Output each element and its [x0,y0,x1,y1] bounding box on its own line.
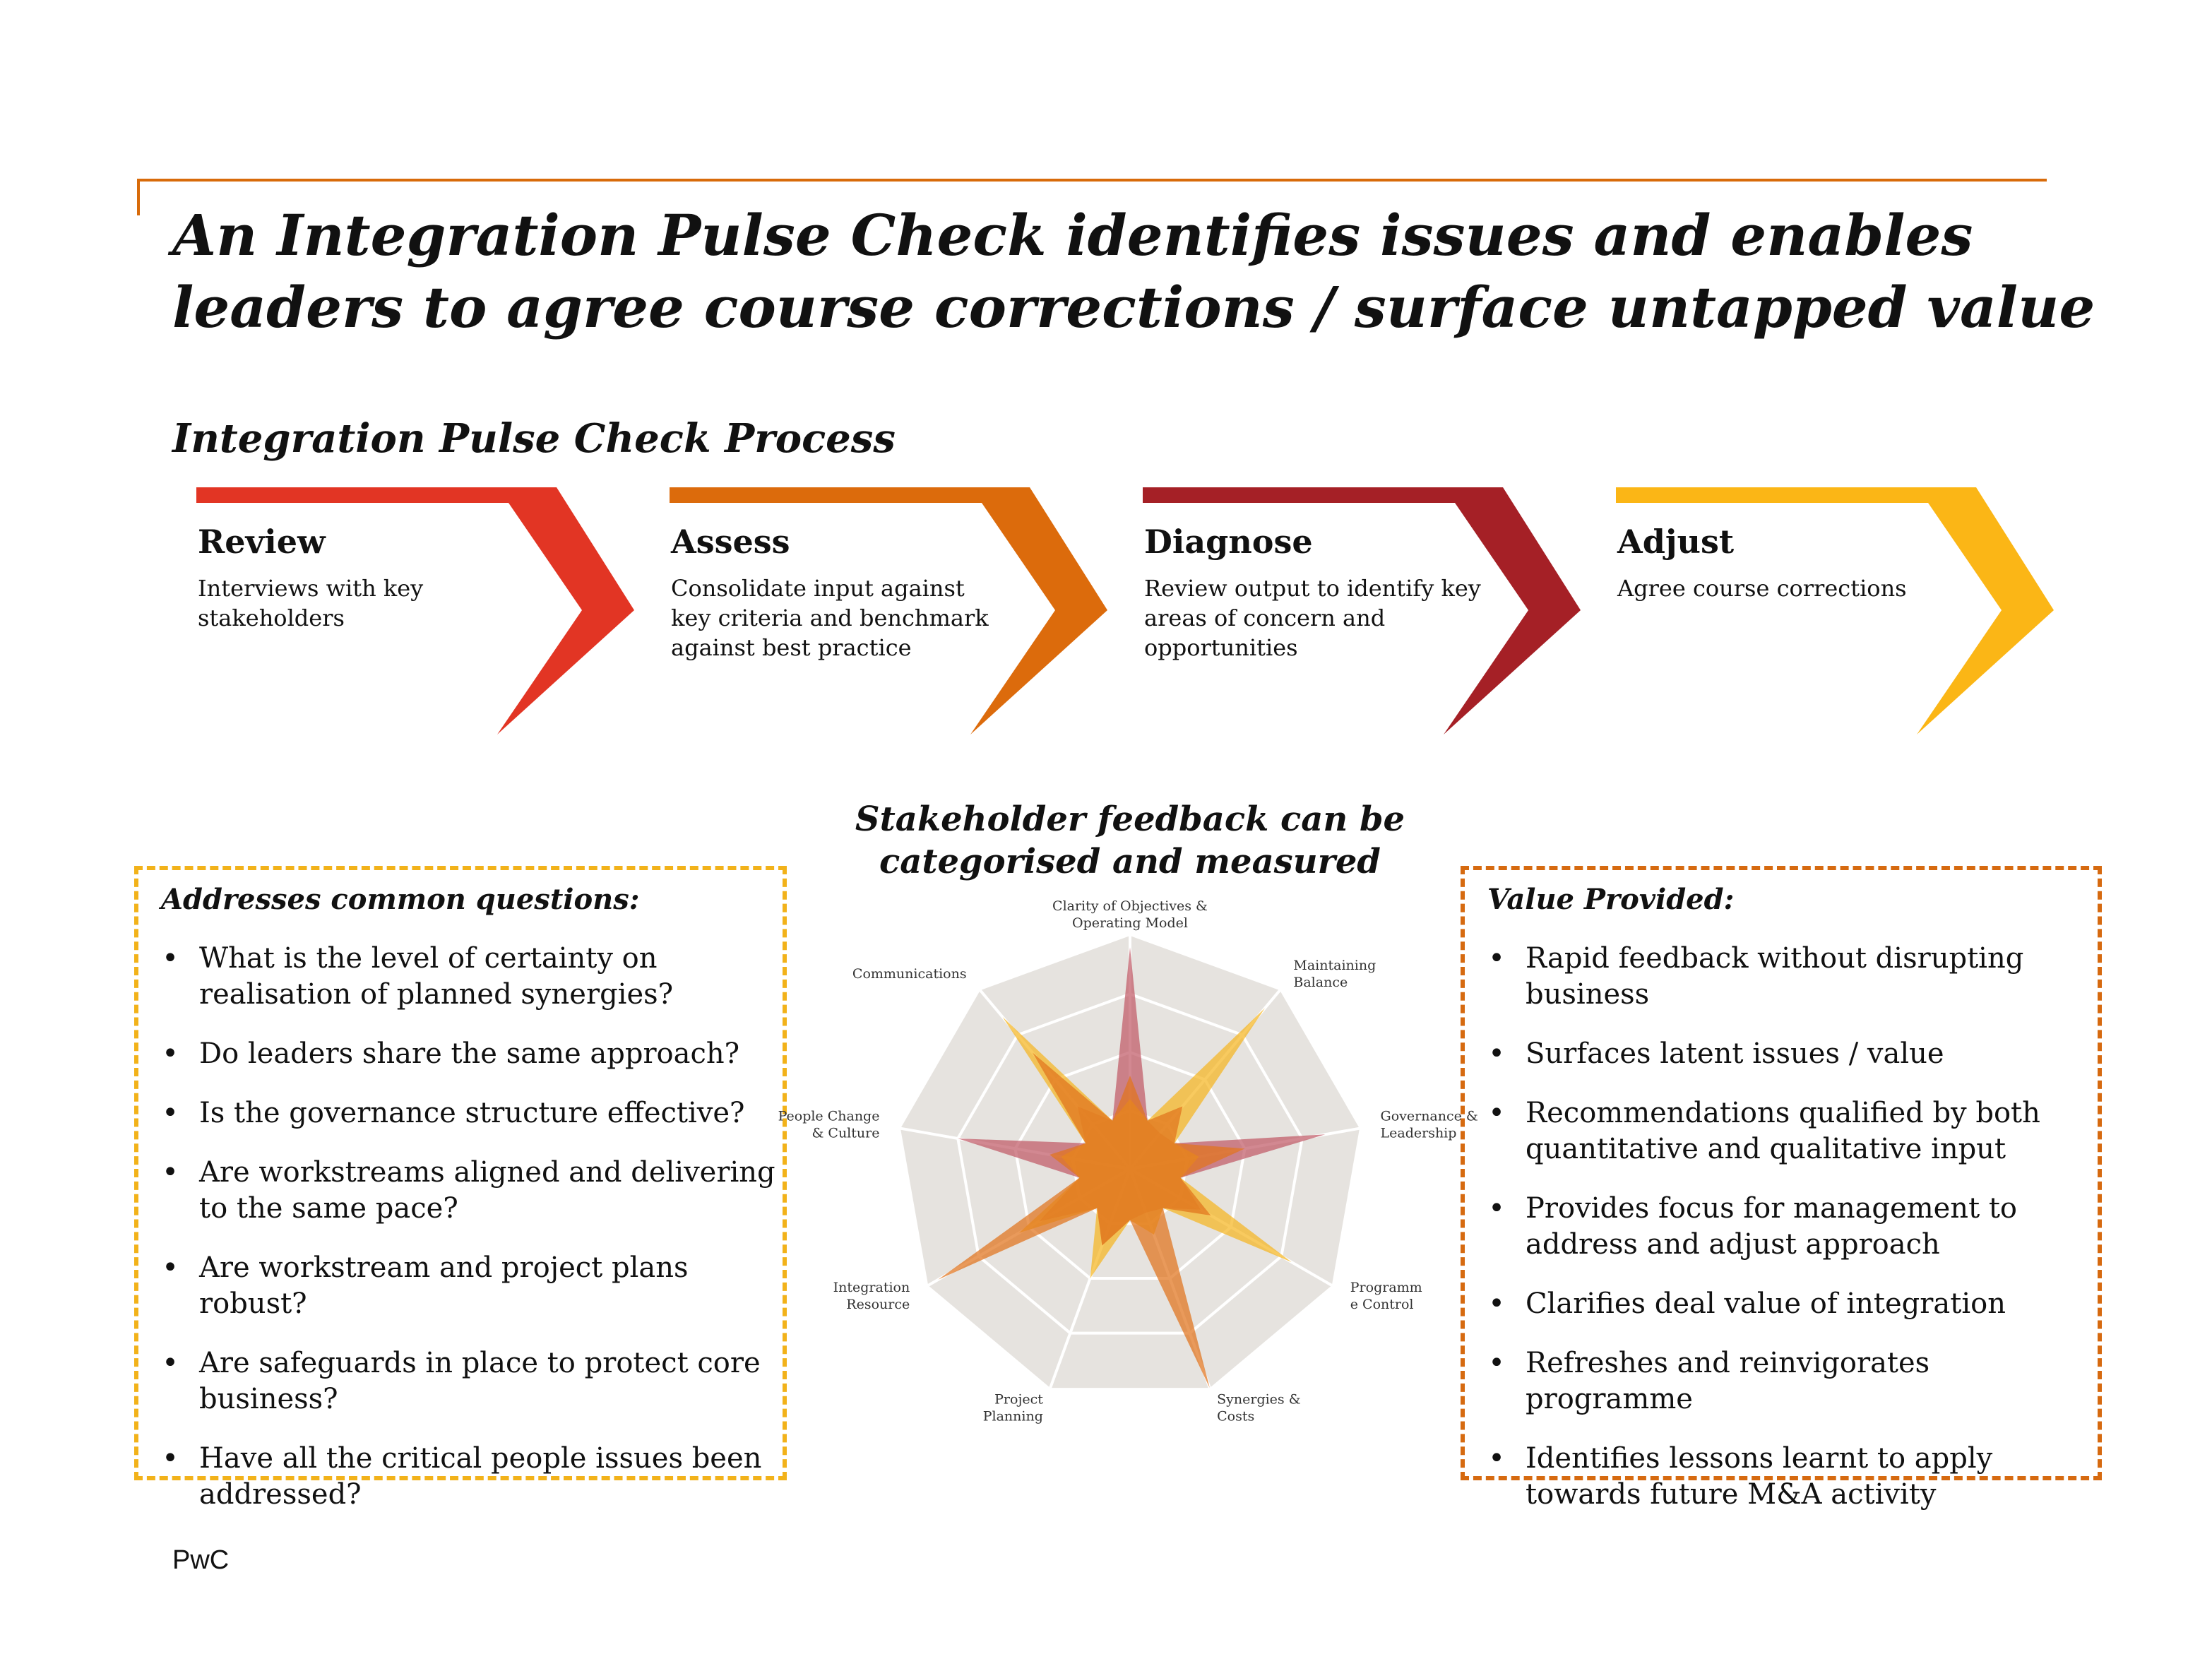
title-line-1: An Integration Pulse Check identifies issues and enables [172,202,1973,268]
question-text: Is the governance structure effective? [199,1097,745,1129]
title-rule-tick [137,179,140,215]
page-title [172,199,2095,343]
value-box [1461,866,2102,1511]
list-item [160,941,775,1013]
bullet-icon: • [162,1097,179,1129]
bullet-icon: • [1488,1037,1505,1070]
bullet-icon: • [1488,1097,1505,1129]
bullet-icon: • [162,1347,179,1379]
question-text: Are safeguards in place to protect core business? [199,1347,761,1415]
radar-axis-label-line: Resource [846,1297,910,1312]
radar-axis-label [1350,1280,1422,1312]
step-desc-review: Interviews with key stakeholders [198,575,424,631]
question-text: Do leaders share the same approach? [199,1037,740,1070]
list-item [160,1345,775,1417]
bullet-icon: • [1488,1288,1505,1320]
bullet-icon: • [1488,942,1505,975]
list-item [160,1250,775,1322]
radar-axis-label-line: Communications [852,966,967,982]
value-text: Clarifies deal value of integration [1526,1288,2006,1320]
radar-axis-label [983,1391,1044,1424]
radar-axis-label-line: Governance & [1380,1108,1478,1124]
process-step-diagnose [1143,487,1581,735]
questions-heading: Addresses common questions: [161,883,640,916]
list-item [1486,1286,2091,1322]
value-text: Recommendations qualified by both quantitative and qualitative input [1526,1097,2040,1165]
list-item [160,1095,775,1131]
radar-axis-label [833,1280,910,1312]
radar-axis-label-line: Clarity of Objectives & [1052,898,1208,914]
question-text: Are workstreams aligned and delivering to the same pace? [199,1156,775,1225]
radar-axis-label-line: Costs [1217,1408,1255,1425]
radar-axis-label-line: People Change [778,1108,880,1124]
bullet-icon: • [162,942,179,975]
process-step-assess [670,487,1107,735]
title-line-2: leaders to agree course corrections / surface untapped value [172,274,2095,340]
bullet-icon: • [162,1037,179,1070]
step-title-adjust: Adjust [1617,523,1735,561]
question-text: Are workstream and project plans robust? [199,1251,689,1320]
step-title-diagnose: Diagnose [1144,523,1313,561]
list-item [1486,1036,2091,1072]
questions-box [134,866,787,1511]
list-item [1486,941,2091,1013]
bullet-icon: • [162,1251,179,1284]
value-text: Surfaces latent issues / value [1526,1037,1944,1070]
bullet-icon: • [1488,1347,1505,1379]
radar-axis-label [1052,898,1208,931]
value-text: Refreshes and reinvigorates programme [1526,1347,1930,1415]
bullet-icon: • [162,1442,179,1475]
value-heading: Value Provided: [1487,883,1735,916]
list-item [1486,1095,2091,1167]
value-list [1486,941,2091,1536]
radar-axis-label-line: Balance [1293,975,1348,991]
radar-axis-label-line: & Culture [811,1125,880,1141]
radar-axis-label-line: e Control [1350,1297,1414,1312]
process-heading: Integration Pulse Check Process [172,415,896,462]
radar-axis-label-line: Maintaining [1293,958,1376,974]
list-item [160,1441,775,1513]
radar-axis-label [778,1108,880,1141]
list-item [160,1036,775,1072]
process-step-review [196,487,634,735]
list-item [160,1155,775,1227]
step-desc-adjust: Agree course corrections [1617,575,1907,602]
radar-axis-label-line: Integration [833,1280,910,1295]
list-item [1486,1441,2091,1513]
step-desc-assess: Consolidate input against key criteria and benchmark against best practice [671,575,989,661]
feedback-caption: Stakeholder feedback can be categorised and measured [855,799,1405,881]
radar-axis-label [1293,958,1376,990]
value-text: Provides focus for management to address and adjust approach [1526,1192,2018,1261]
bullet-icon: • [162,1156,179,1189]
radar-axis-label-line: Synergies & [1217,1391,1301,1408]
stakeholder-radar-chart [777,898,1483,1448]
bullet-icon: • [1488,1442,1505,1475]
step-title-assess: Assess [671,523,790,561]
radar-axis-label [1381,1108,1478,1141]
title-rule [137,179,2047,182]
list-item [1486,1191,2091,1263]
radar-axis-label-line: Planning [982,1408,1043,1425]
radar-axis-label [852,966,967,982]
question-text: What is the level of certainty on realisation of planned synergies? [199,942,674,1011]
bullet-icon: • [1488,1192,1505,1225]
step-title-review: Review [198,523,326,561]
question-text: Have all the critical people issues been addressed? [199,1442,762,1511]
process-step-adjust [1616,487,2054,735]
value-text: Identifies lessons learnt to apply towards future M&A activity [1526,1442,1993,1511]
footer-brand: PwC [172,1545,230,1575]
radar-axis-label-line: Leadership [1380,1125,1457,1141]
radar-axis-label [1217,1391,1301,1424]
value-text: Rapid feedback without disrupting business [1526,942,2024,1011]
radar-axis-label-line: Project [994,1391,1043,1408]
questions-list [160,941,775,1536]
radar-axis-label-line: Operating Model [1072,915,1188,931]
radar-axis-label-line: Programm [1350,1280,1422,1295]
list-item [1486,1345,2091,1417]
step-desc-diagnose: Review output to identify key areas of concern and opportunities [1144,575,1481,661]
